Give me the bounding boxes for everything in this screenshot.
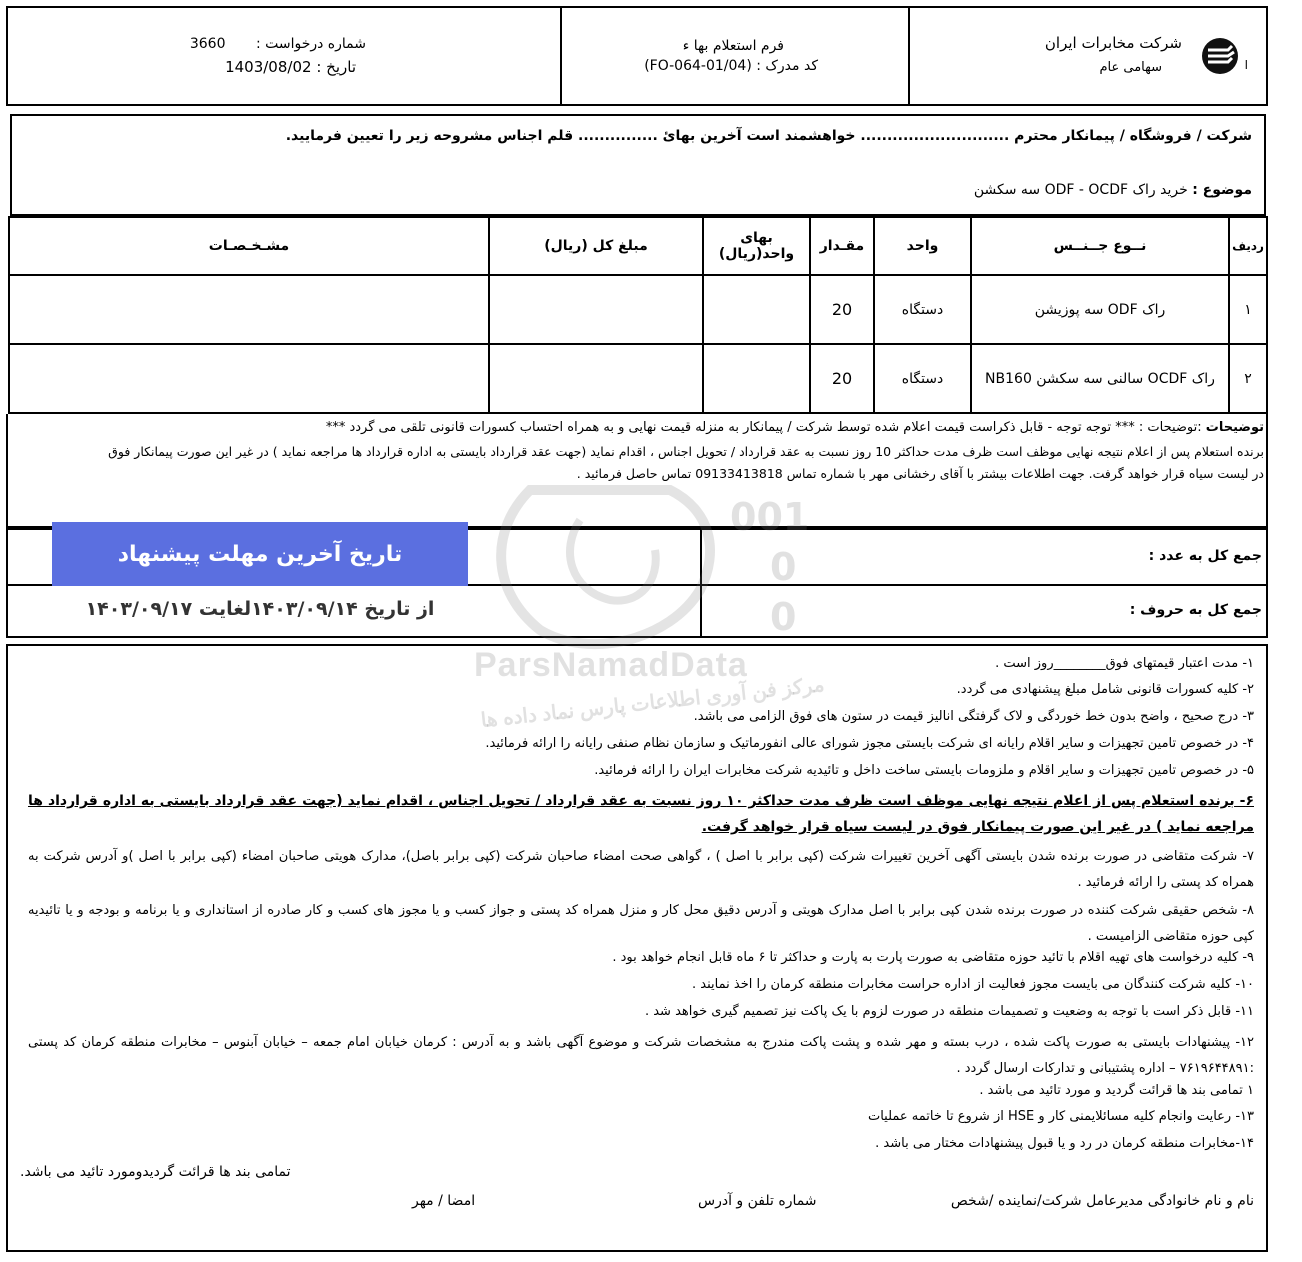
watermark-text: ParsNamadData [474, 646, 748, 684]
notes-label: توضیحات [1205, 420, 1264, 435]
item-spec[interactable] [9, 344, 489, 413]
col-unit-header: واحد [874, 217, 971, 275]
condition-3: ۳- درج صحیح ، واضح بدون خط خوردگی و لاک گرفتگی انالیز قیمت در ستون های فوق الزامی می باشد. [693, 709, 1254, 724]
condition-4: ۴- در خصوص تامین تجهیزات و سایر اقلام رایانه ای شرکت بایستی مجوز شورای عالی انفورماتیک و سازمان نظام صنفی رایانه را ارائه فرمائید. [485, 736, 1254, 751]
header-divider-right [908, 8, 910, 104]
subject-text: خرید راک ODF - OCDF سه سکشن [973, 182, 1188, 198]
approval-text: تمامی بند ها قرائت گردیدومورد تائید می باشد. [20, 1164, 291, 1180]
col-spec-header: مشـخـصـات [9, 217, 489, 275]
item-total[interactable] [489, 344, 703, 413]
totals-vline [700, 530, 702, 636]
header-box: ا شرکت مخابرات ایران سهامی عام فرم استعلام بها ء کد مدرک : (FO-064-01/04) شماره درخواست : 3660 تاریخ : 1403/08/02 [6, 6, 1268, 106]
row-number: ۲ [1229, 344, 1267, 413]
svg-text:0: 0 [770, 595, 797, 639]
company-type: سهامی عام [1099, 60, 1162, 75]
intro-line: شرکت / فروشگاه / پیمانکار محترم ............................ خواهشمند است آخرین بهایٔ ............... قلم اجناس مشروحه زیر را تعیین فرمایید. [285, 128, 1252, 144]
condition-13: ۱۳- رعایت وانجام کلیه مسائلایمنی کار و HSE از شروع تا خاتمه عملیات [867, 1109, 1254, 1124]
col-unit-price-header: بهای واحد(ریال) [703, 217, 810, 275]
total-words-field[interactable] [470, 588, 698, 634]
header-divider-left [560, 8, 562, 104]
col-total-header: مبلغ کل (ریال) [489, 217, 703, 275]
company-name: شرکت مخابرات ایران [1044, 34, 1182, 52]
watermark-subtext: مرکز فن آوری اطلاعات پارس نماد داده ها [479, 674, 826, 732]
condition-7: ۷- شرکت متقاضی در صورت برنده شدن بایستی آگهی آخرین تغییرات شرکت (کپی برابر با اصل ) ، گواهی صحت امضاء صاحبان شرکت (کپی برابر باصل)، مدارک هویتی صاحبان امضاء (کپی برابر با اصل )و آدرس شرکت به همراه کد پستی را ارائه فرمائید . [28, 849, 1254, 890]
phone-label: شماره تلفن و آدرس [698, 1193, 817, 1209]
col-row-header: ردیف [1229, 217, 1267, 275]
request-no: 3660 [189, 36, 226, 52]
form-title: فرم استعلام بها ء [682, 38, 784, 54]
notes-line-1: :توضیحات : *** توجه توجه - قابل ذکراست قیمت اعلام شده توسط شرکت / پیمانکار به منزله قیمت نهایی و به همراه احتساب کسورات قانونی تلقی می گردد *** [325, 420, 1202, 435]
condition-2: ۲- کلیه کسورات قانونی شامل مبلغ پیشنهادی می گردد. [956, 682, 1254, 697]
condition-10: ۱۰- کلیه شرکت کنندگان می بایست مجوز فعالیت از اداره حراست مخابرات منطقه کرمان را اخذ نمایند . [692, 977, 1254, 992]
items-table [8, 216, 1268, 414]
notes-box [6, 414, 1268, 528]
condition-11: ۱۱- قابل ذکر است با توجه به وضعیت و تصمیمات منطقه در صورت لزوم با یک پاکت نیز تصمیم گیری خواهد شد . [644, 1004, 1254, 1019]
intro-box [10, 114, 1266, 216]
item-unit: دستگاه [874, 275, 971, 344]
item-total[interactable] [489, 275, 703, 344]
item-spec[interactable] [9, 275, 489, 344]
item-unit: دستگاه [874, 344, 971, 413]
condition-8: ۸- شخص حقیقی شرکت کننده در صورت برنده شدن کپی برابر با اصل مدارک هویتی و آدرس دقیق محل کار و منزل همراه کد پستی و جواز کسب و یا مجوز های کسب و کار صادره از استانداری و یا برنامه و بودجه و یا تائیدیه کپی حوزه متقاضی الزامیست . [28, 903, 1254, 944]
condition-1: ۱- مدت اعتبار قیمتهای فوق________روز است . [995, 656, 1254, 671]
condition-14: ۱۴-مخابرات منطقه کرمان در رد و یا قبول پیشنهادات مختار می باشد . [875, 1136, 1254, 1151]
item-qty: 20 [810, 275, 874, 344]
subject-label: موضوع : [1192, 182, 1252, 198]
svg-text:001: 001 [730, 495, 810, 539]
condition-all-read: ۱ تمامی بند ها قرائت گردید و مورد تائید می باشد . [979, 1083, 1254, 1098]
table-row [9, 275, 1267, 344]
condition-12: ۱۲- پیشنهادات بایستی به صورت پاکت شده ، درب بسته و مهر شده و پشت پاکت مندرج به مشخصات شرکت و موضوع آگهی باشد و به آدرس : کرمان خیابان امام جمعه – خیابان آبنوس – مخابرات منطقه کرمان کد پستی :۷۶۱۹۶۴۴۸۹۱ – اداره پشتیبانی و تدارکات ارسال گردد . [28, 1035, 1254, 1076]
notes-line-3: در لیست سیاه قرار خواهد گرفت. جهت اطلاعات بیشتر با آقای رخشانی مهر با شماره تماس 09133413818 تماس حاصل فرمائید . [576, 466, 1264, 481]
table-header-row [9, 217, 1267, 275]
conditions-box [6, 644, 1268, 1252]
item-qty: 20 [810, 344, 874, 413]
row-number: ۱ [1229, 275, 1267, 344]
company-logo-icon [1198, 34, 1242, 78]
svg-text:0: 0 [770, 545, 797, 589]
request-date: 1403/08/02 [225, 58, 312, 76]
sign-label: امضا / مهر [412, 1193, 476, 1209]
condition-9: ۹- کلیه درخواست های تهیه اقلام با تائید حوزه متقاضی به صورت پارت به پارت و حداکثر تا ۶ ماه قابل انجام خواهد بود . [612, 950, 1254, 965]
col-qty-header: مقـدار [810, 217, 874, 275]
name-label: نام و نام خانوادگی مدیرعامل شرکت/نماینده /شخص [950, 1193, 1254, 1209]
condition-5: ۵- در خصوص تامین تجهیزات و سایر اقلام و ملزومات بایستی ساخت داخل و تائیدیه شرکت مخابرات ایران را ارائه فرمائید. [594, 763, 1254, 778]
col-item-header: نــوع جــنــس [971, 217, 1229, 275]
request-no-label: شماره درخواست : [255, 36, 366, 52]
total-words-label: جمع کل به حروف : [1129, 602, 1262, 618]
total-numeric-label: جمع کل به عدد : [1148, 548, 1262, 564]
doc-code: کد مدرک : (FO-064-01/04) [644, 58, 818, 74]
table-row [9, 344, 1267, 413]
item-name: راک ODF سه پوزیشن [971, 275, 1229, 344]
item-unit-price[interactable] [703, 344, 810, 413]
item-name: راک OCDF سالنی سه سکشن NB160 [971, 344, 1229, 413]
date-label: تاریخ : [316, 58, 356, 76]
total-numeric-field[interactable] [470, 534, 698, 580]
condition-6: ۶- برنده استعلام پس از اعلام نتیجه نهایی موظف است ظرف مدت حداکثر ۱۰ روز نسبت به عقد قرارداد / تحویل اجناس ، اقدام نماید (جهت عقد قرارداد بایستی به اداره قرارداد ها مراجعه نماید ) در غیر این صورت پیمانکار فوق در لیست سیاه قرار خواهد گرفت. [28, 793, 1254, 835]
deadline-range: از تاریخ ۱۴۰۳/۰۹/۱۴لغایت ۱۴۰۳/۰۹/۱۷ [52, 586, 468, 632]
notes-line-2: برنده استعلام پس از اعلام نتیجه نهایی موظف است ظرف مدت حداکثر 10 روز نسبت به عقد قرارداد / تحویل اجناس ، اقدام نماید (جهت عقد قرارداد بایستی به اداره قرارداد ها مراجعه نماید ) در غیر این صورت پیمانکار فوق [108, 444, 1264, 459]
deadline-banner: تاریخ آخرین مهلت پیشنهاد [52, 522, 468, 586]
item-unit-price[interactable] [703, 275, 810, 344]
